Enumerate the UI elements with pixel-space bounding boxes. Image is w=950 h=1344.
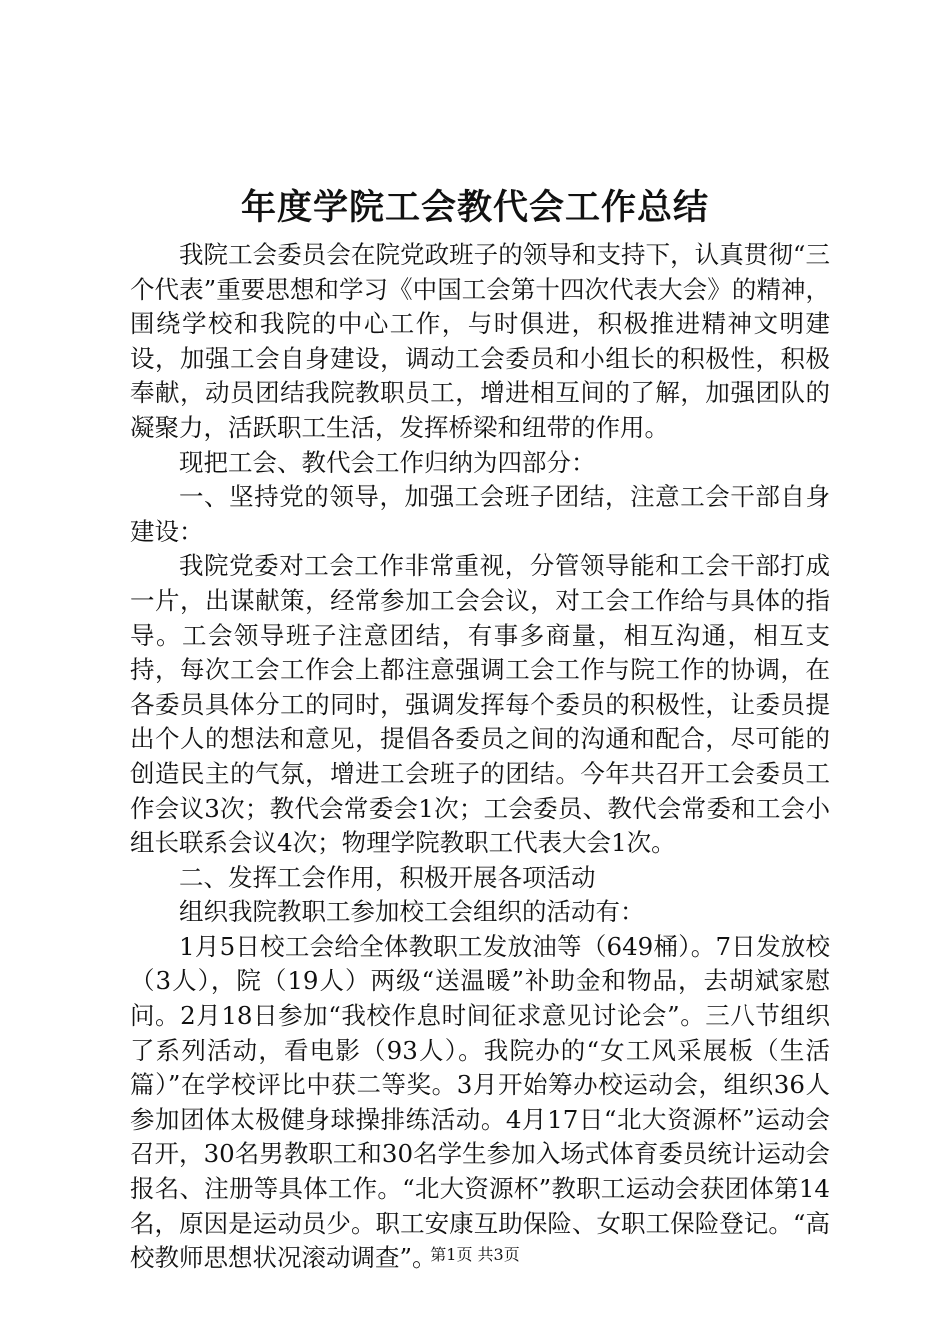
paragraph-section-1: 我院党委对工会工作非常重视，分管领导能和工会干部打成一片，出谋献策，经常参加工会会议，对工会工作给与具体的指导。工会领导班子注意团结，有事多商量，相互沟通，相互支持，每次工会工作会上都注意强调工会工作与院工作的协调，在各委员具体分工的同时，强调发挥每个委员的积极性，让委员提出个人的想法和意见，提倡各委员之间的沟通和配合，尽可能的创造民主的气氛，增进工会班子的团结。今年共召开工会委员工作会议3次；教代会常委会1次；工会委员、教代会常委和工会小组长联系会议4次；物理学院教职工代表大会1次。 xyxy=(130,551,830,858)
document-body xyxy=(130,238,830,1276)
paragraph-activities: 1月5日校工会给全体教职工发放油等（649桶）。7日发放校（3人），院（19人）两级“送温暖”补助金和物品，去胡斌家慰问。2月18日参加“我校作息时间征求意见讨论会”。三八节组织了系列活动，看电影（93人）。我院办的“女工风采展板（生活篇）”在学校评比中获二等奖。3月开始筹办校运动会，组织36人参加团体太极健身球操排练活动。4月17日“北大资源杯”运动会召开，30名男教职工和30名学生参加入场式体育委员统计运动会报名、注册等具体工作。“北大资源杯”教职工运动会获团体第14名，原因是运动员少。职工安康互助保险、女职工保险登记。“高校教师思想状况滚动调查”。 xyxy=(130,931,830,1273)
section-heading-2: 二、发挥工会作用，积极开展各项活动 xyxy=(179,862,596,892)
paragraph-intro: 我院工会委员会在院党政班子的领导和支持下，认真贯彻“三个代表”重要思想和学习《中国工会第十四次代表大会》的精神，围绕学校和我院的中心工作，与时俱进，积极推进精神文明建设，加强工会自身建设，调动工会委员和小组长的积极性，积极奉献，动员团结我院教职员工，增进相互间的了解，加强团队的凝聚力，活跃职工生活，发挥桥梁和纽带的作用。 xyxy=(130,240,830,442)
paragraph-activities-lead: 组织我院教职工参加校工会组织的活动有： xyxy=(179,897,645,927)
paragraph-summary-lead: 现把工会、教代会工作归纳为四部分： xyxy=(179,447,596,477)
document-title: 年度学院工会教代会工作总结 xyxy=(240,187,709,228)
section-heading-1: 一、坚持党的领导，加强工会班子团结，注意工会干部自身建设： xyxy=(130,482,830,546)
page-footer: 第1页 共3页 xyxy=(430,1245,520,1264)
